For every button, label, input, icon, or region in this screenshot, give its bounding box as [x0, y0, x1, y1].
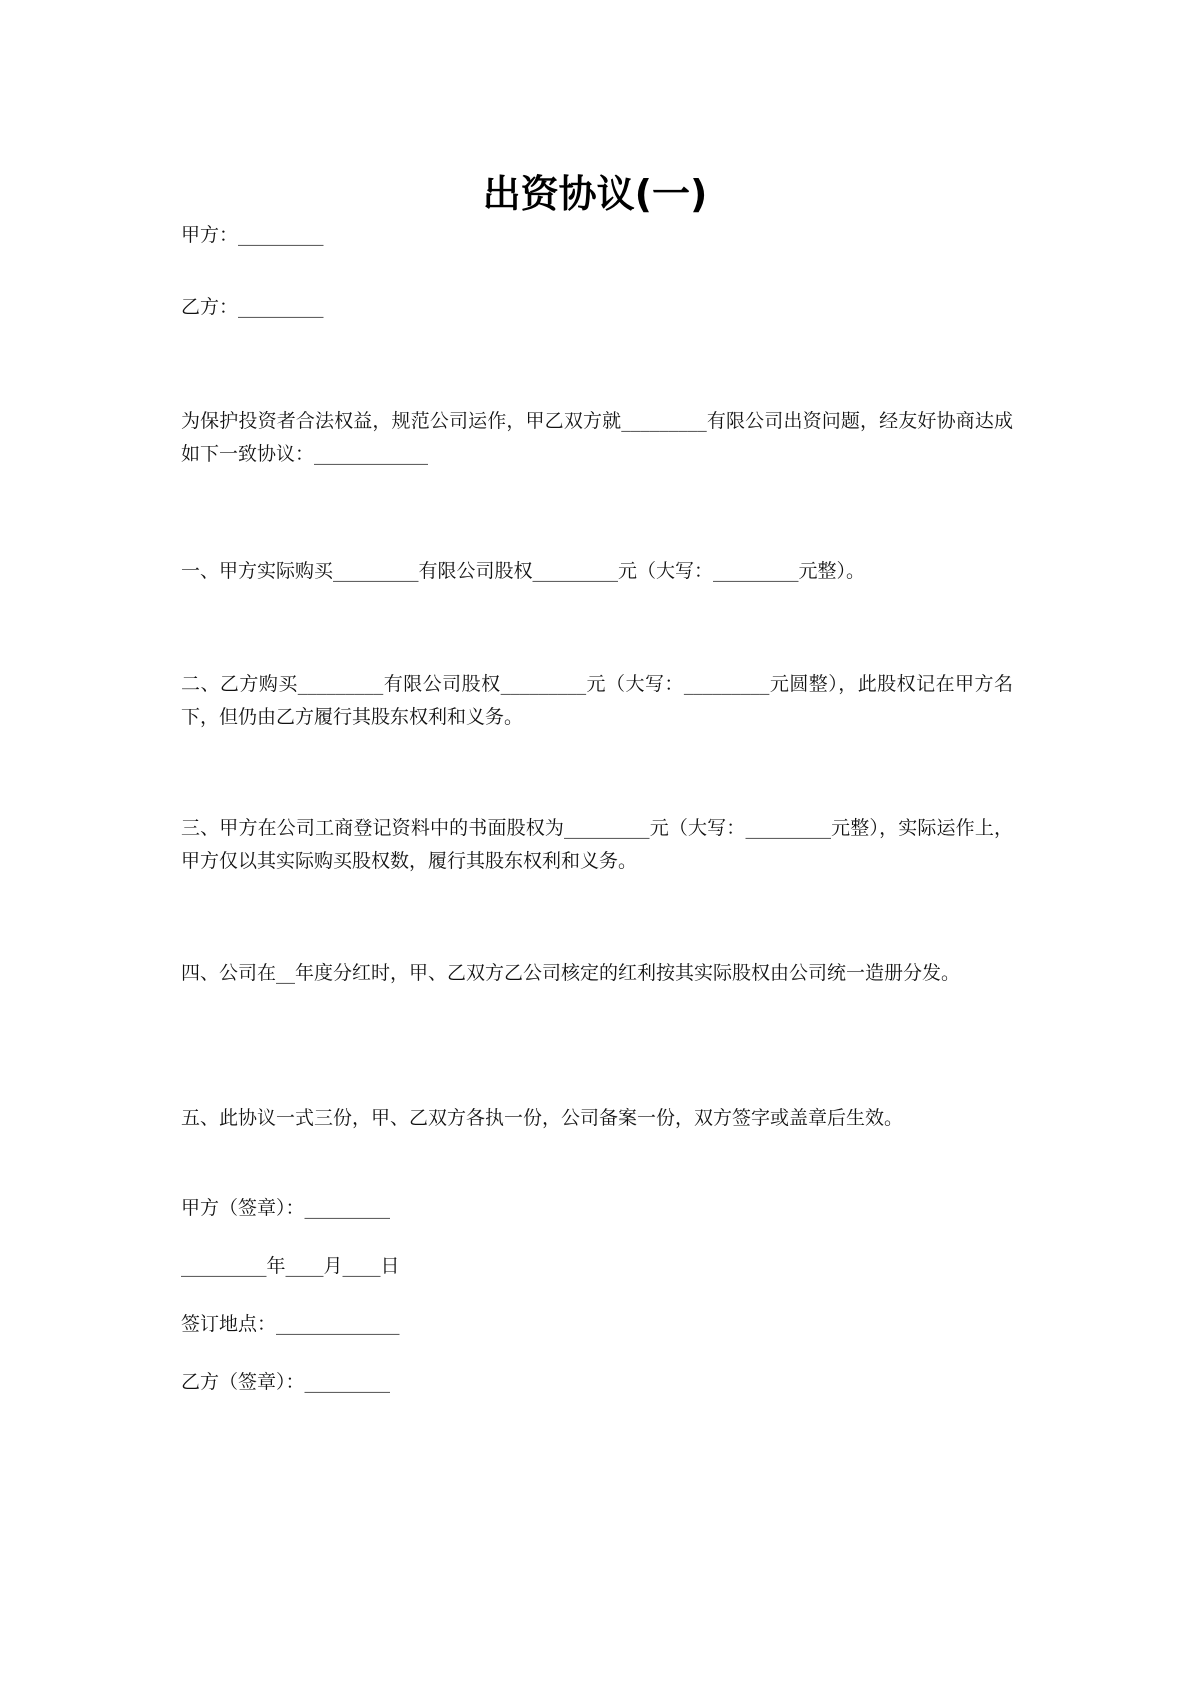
signing-place: 签订地点：_____________	[181, 1313, 400, 1335]
clause-5: 五、此协议一式三份，甲、乙双方各执一份，公司备案一份，双方签字或盖章后生效。	[181, 1107, 904, 1129]
party-b-signature: 乙方（签章）：_________	[181, 1371, 391, 1393]
clause-2: 二、乙方购买_________有限公司股权_________元（大写：_________元圆整），此股权记在甲方名下，但仍由乙方履行其股东权利和义务。	[181, 673, 1013, 728]
party-b-label: 乙方：	[181, 296, 239, 318]
signing-date: _________年____月____日	[181, 1255, 400, 1277]
party-b-line	[181, 291, 1013, 324]
party-a-signature: 甲方（签章）：_________	[181, 1197, 391, 1219]
party-a-line	[181, 219, 1013, 252]
clause-1: 一、甲方实际购买_________有限公司股权_________元（大写：_________元整）。	[181, 560, 866, 582]
document-title: 出资协议(一)	[482, 172, 708, 216]
intro-paragraph: 为保护投资者合法权益，规范公司运作，甲乙双方就_________有限公司出资问题，经友好协商达成如下一致协议：____________	[181, 410, 1013, 465]
party-a-label: 甲方：	[181, 224, 239, 246]
clause-4: 四、公司在__年度分红时，甲、乙双方乙公司核定的红利按其实际股权由公司统一造册分发。	[181, 962, 961, 984]
party-b-blank: _________	[238, 296, 324, 318]
clause-3: 三、甲方在公司工商登记资料中的书面股权为_________元（大写：_________元整），实际运作上，甲方仅以其实际购买股权数，履行其股东权利和义务。	[181, 817, 1013, 872]
party-a-blank: _________	[238, 224, 324, 246]
